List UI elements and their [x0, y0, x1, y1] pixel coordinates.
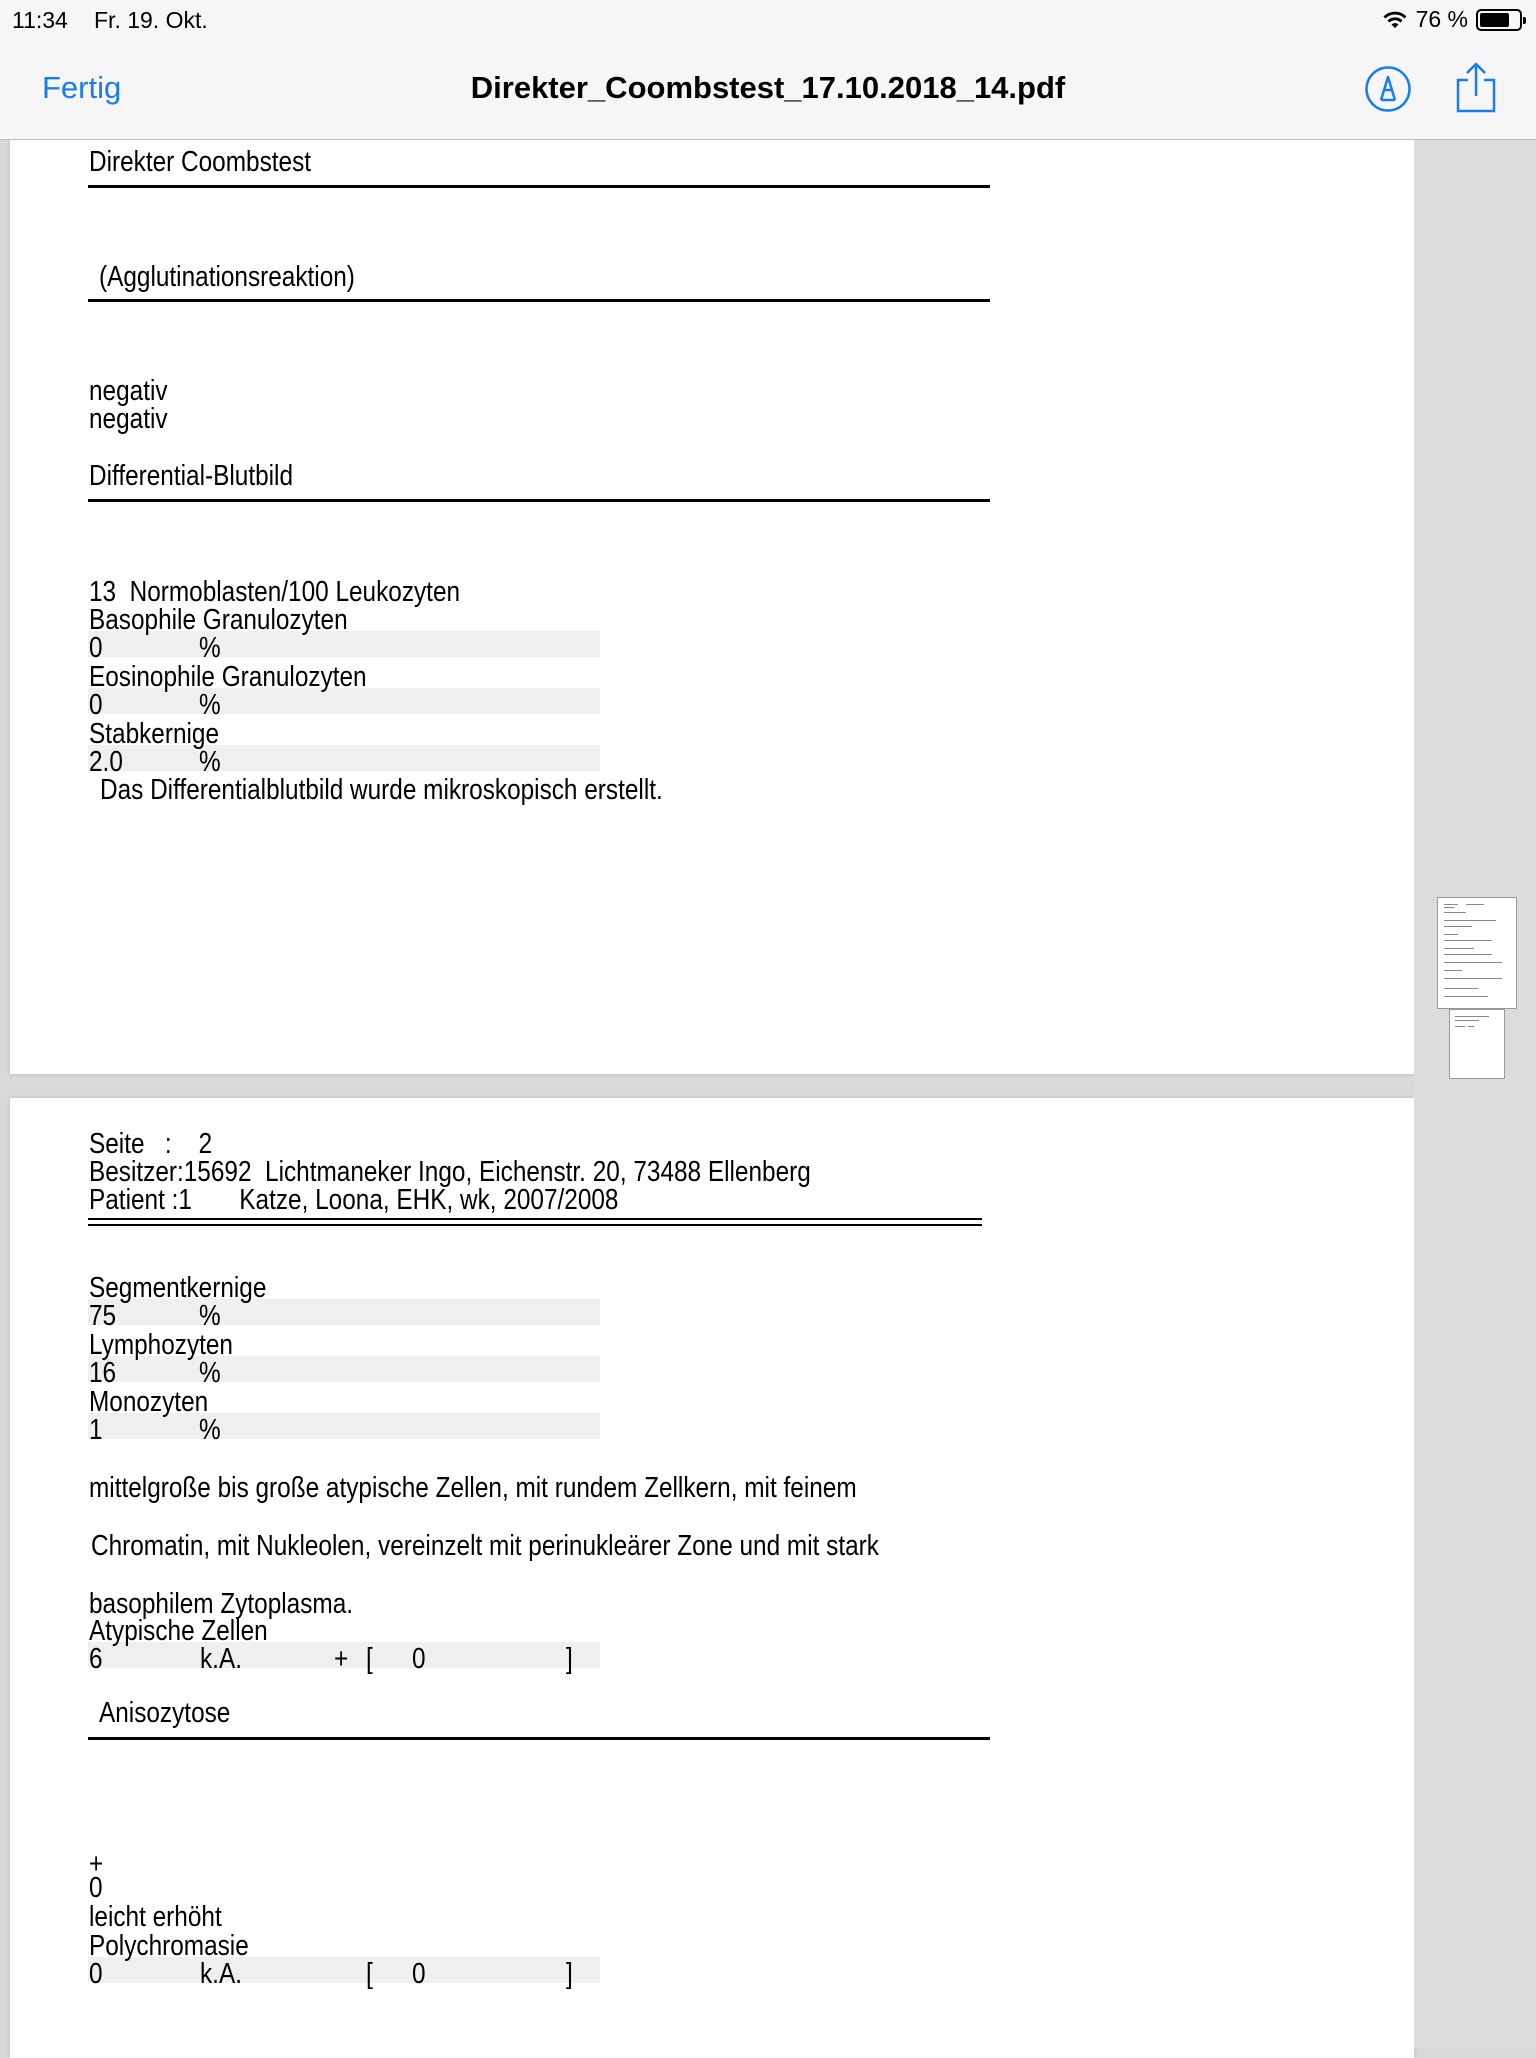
field-value: 0 — [412, 1643, 426, 1675]
status-bar — [0, 0, 1536, 40]
field-value: 0 — [412, 1958, 426, 1990]
field-value: ] — [566, 1643, 573, 1675]
document-title: Direkter_Coombstest_17.10.2018_14.pdf — [470, 70, 1066, 105]
markup-pen-icon[interactable] — [1365, 66, 1411, 112]
field-label: Lymphozyten — [89, 1329, 233, 1361]
field-value: 0 — [89, 632, 103, 664]
note-text: Das Differentialblutbild wurde mikroskopisch erstellt. — [100, 774, 663, 806]
field-label: Stabkernige — [89, 718, 220, 750]
field-label: Monozyten — [89, 1386, 209, 1418]
field-value: 1 — [89, 1414, 103, 1446]
heading-rule — [88, 185, 990, 188]
section-heading: (Agglutinationsreaktion) — [99, 261, 355, 293]
section-heading: Differential-Blutbild — [89, 460, 294, 492]
description-text: mittelgroße bis große atypische Zellen, mit rundem Zellkern, mit feinem — [89, 1472, 857, 1504]
pdf-page-2 — [10, 1098, 1414, 2058]
unit-label: % — [199, 1414, 221, 1446]
field-value: [ — [366, 1643, 373, 1675]
heading-rule — [88, 499, 990, 502]
field-label: Basophile Granulozyten — [89, 604, 348, 636]
double-rule — [88, 1218, 982, 1220]
description-text: basophilem Zytoplasma. — [89, 1588, 354, 1620]
field-value: 2.0 — [89, 746, 123, 778]
result-text: negativ — [89, 375, 168, 407]
heading-rule — [88, 299, 990, 302]
unit-label: % — [199, 1300, 221, 1332]
unit-label: % — [199, 632, 221, 664]
wifi-icon — [1382, 10, 1408, 30]
field-value: 0 — [89, 1958, 103, 1990]
battery-icon — [1476, 9, 1522, 31]
done-button[interactable]: Fertig — [42, 70, 122, 105]
unit-label: % — [199, 689, 221, 721]
field-value: 0 — [89, 689, 103, 721]
field-value: + — [334, 1643, 349, 1675]
status-right — [1382, 6, 1522, 33]
unit-label: % — [199, 746, 221, 778]
field-value: [ — [366, 1958, 373, 1990]
pdf-page-1 — [10, 0, 1414, 1074]
share-icon[interactable] — [1453, 62, 1499, 114]
navigation-bar — [0, 40, 1536, 140]
unit-label: % — [199, 1357, 221, 1389]
section-heading: Anisozytose — [99, 1697, 231, 1729]
description-text: Chromatin, mit Nukleolen, vereinzelt mit perinukleärer Zone und mit stark — [91, 1530, 879, 1562]
status-time: 11:34 — [12, 7, 68, 33]
page-thumbnail-1[interactable] — [1437, 897, 1517, 1009]
field-value: ] — [566, 1958, 573, 1990]
patient-line: Patient :1 Katze, Loona, EHK, wk, 2007/2008 — [89, 1184, 619, 1216]
field-label: Atypische Zellen — [89, 1615, 268, 1647]
field-value: k.A. — [200, 1958, 242, 1990]
double-rule — [88, 1224, 982, 1226]
heading-rule — [88, 1737, 990, 1740]
result-text: negativ — [89, 403, 168, 435]
result-text: leicht erhöht — [89, 1901, 222, 1933]
field-label: Eosinophile Granulozyten — [89, 661, 367, 693]
field-value: k.A. — [200, 1643, 242, 1675]
section-heading: Direkter Coombstest — [89, 146, 312, 178]
result-text: + — [89, 1848, 104, 1880]
result-text: 13 Normoblasten/100 Leukozyten — [89, 576, 461, 608]
page-thumbnail-strip[interactable] — [1414, 140, 1536, 2048]
status-date: Fr. 19. Okt. — [94, 7, 208, 33]
field-label: Segmentkernige — [89, 1272, 267, 1304]
result-text: 0 — [89, 1872, 103, 1904]
field-value: 6 — [89, 1643, 103, 1675]
page-thumbnail-2[interactable] — [1449, 1009, 1505, 1079]
field-label: Polychromasie — [89, 1930, 249, 1962]
field-value: 16 — [89, 1357, 117, 1389]
owner-line: Besitzer:15692 Lichtmaneker Ingo, Eichenstr. 20, 73488 Ellenberg — [89, 1156, 811, 1188]
battery-percent: 76 % — [1415, 6, 1468, 32]
page-number: Seite : 2 — [89, 1128, 213, 1160]
field-value: 75 — [89, 1300, 117, 1332]
